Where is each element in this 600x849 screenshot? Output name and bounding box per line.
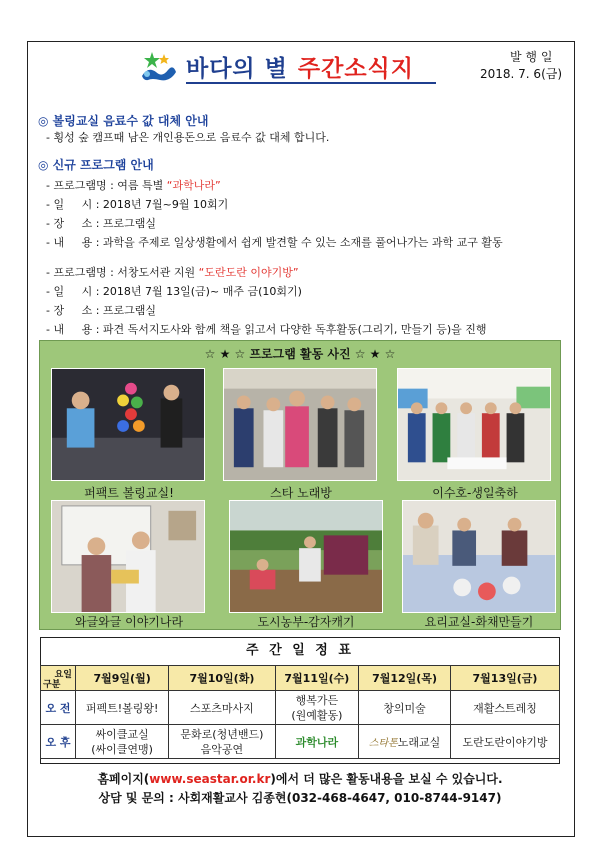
caption-bowling: 퍼팩트 볼링교실! (84, 486, 174, 500)
program2-date-label: - 일 시 : (46, 285, 103, 298)
title-part1: 바다의 별 (186, 56, 288, 82)
photo-cooking (402, 500, 556, 613)
program2-date (46, 283, 302, 299)
day-header-mon: 7월9일(월) (76, 666, 169, 691)
program1-content-value: 과학을 주제로 일상생활에서 쉽게 발견할 수 있는 소재를 풀어나가는 과학 교구 활동 (102, 236, 503, 249)
program1-date (46, 196, 228, 212)
program1-name-label: - 프로그램명 : 여름 특별 (46, 179, 167, 192)
cell-afternoon-fri: 도란도란이야기방 (450, 725, 559, 759)
program2-content (46, 321, 486, 337)
schedule-title: 주 간 일 정 표 (246, 643, 354, 658)
corner-day-label: 요일 (54, 670, 72, 680)
section-new-program-heading: ◎ 신규 프로그램 안내 (38, 158, 154, 172)
footer-line1-post: )에서 더 많은 활동내용을 보실 수 있습니다. (270, 772, 503, 786)
cell-morning-wed: 행복가든 (원예활동) (275, 691, 359, 725)
program2-place-label: - 장 소 : (46, 304, 103, 317)
program1-place (46, 215, 156, 231)
title-underline (186, 82, 436, 84)
day-header-thu: 7월12일(목) (359, 666, 451, 691)
section-bowling-line: - 횡성 숲 캠프때 남은 개인용돈으로 음료수 값 대체 합니다. (46, 131, 330, 144)
program1-place-value: 프로그램실 (102, 217, 157, 230)
row-label-morning: 오 전 (41, 691, 76, 725)
caption-karaoke: 스타 노래방 (270, 486, 332, 500)
newsletter-title (186, 50, 414, 83)
program1-content-label: - 내 용 : (46, 236, 103, 249)
program2-name-label: - 프로그램명 : 서창도서관 지원 (46, 266, 199, 279)
cell-morning-tue: 스포츠마사지 (169, 691, 275, 725)
footer-line1-pre: 홈페이지( (97, 772, 150, 786)
schedule-row-morning (41, 691, 560, 725)
footer-homepage-line (0, 770, 600, 787)
cell-afternoon-wed: 과학나라 (275, 725, 359, 759)
program1-name (46, 177, 221, 193)
program1-date-value: 2018년 7월~9월 10회기 (102, 198, 229, 211)
footer-contact-line: 상담 및 문의 : 사회재활교사 김종현(032-468-4647, 010-8744-9147) (98, 791, 502, 805)
row-label-afternoon: 오 후 (41, 725, 76, 759)
day-header-wed: 7월11일(수) (275, 666, 359, 691)
cell-morning-mon: 퍼펙트!볼링왕! (76, 691, 169, 725)
program2-name (46, 264, 299, 280)
caption-cooking: 요리교실-화채만들기 (424, 615, 534, 629)
program2-place (46, 302, 156, 318)
homepage-link[interactable]: www.seastar.or.kr (149, 772, 271, 786)
cell-morning-fri: 재활스트레칭 (450, 691, 559, 725)
photo-bowling (51, 368, 205, 481)
star-prefix-label: 스타톤 (368, 737, 398, 749)
cell-afternoon-thu (359, 725, 451, 759)
photo-panel-title: ☆ ★ ☆ 프로그램 활동 사진 ☆ ★ ☆ (204, 347, 396, 361)
caption-birthday: 이수호-생일축하 (432, 486, 518, 500)
schedule-row-afternoon (41, 725, 560, 759)
day-header-tue: 7월10일(화) (169, 666, 275, 691)
publish-date-label: 발 행 일 (510, 50, 553, 64)
program2-place-value: 프로그램실 (102, 304, 157, 317)
photo-farming (229, 500, 383, 613)
caption-storytelling: 와글와글 이야기나라 (74, 615, 184, 629)
publish-date: 2018. 7. 6(금) (480, 67, 563, 81)
title-part2: 주간소식지 (297, 56, 414, 82)
cell-morning-thu: 창의미술 (359, 691, 451, 725)
day-header-fri: 7월13일(금) (450, 666, 559, 691)
logo-star-icon (138, 50, 178, 84)
program1-place-label: - 장 소 : (46, 217, 103, 230)
cell-afternoon-mon: 싸이클교실 (싸이클연맹) (76, 725, 169, 759)
caption-farming: 도시농부-감자캐기 (257, 615, 355, 629)
schedule-header-row (41, 666, 560, 691)
program2-content-value: 파견 독서지도사와 함께 책을 읽고서 다양한 독후활동(그리기, 만들기 등)을 진행 (102, 323, 487, 336)
photo-birthday (397, 368, 551, 481)
program1-content (46, 234, 503, 250)
program2-date-value: 2018년 7월 13일(금)~ 매주 금(10회기) (102, 285, 302, 298)
cell-afternoon-tue: 문화로(청년밴드) 음악공연 (169, 725, 275, 759)
corner-category-label: 구분 (43, 680, 61, 690)
section-bowling-heading: ◎ 볼링교실 음료수 값 대체 안내 (38, 114, 209, 128)
photo-karaoke (223, 368, 377, 481)
program2-name-highlight: “도란도란 이야기방” (198, 266, 299, 279)
photo-storytelling (51, 500, 205, 613)
program1-date-label: - 일 시 : (46, 198, 103, 211)
program2-content-label: - 내 용 : (46, 323, 103, 336)
schedule-corner-cell (41, 666, 76, 691)
cell-afternoon-thu-text: 노래교실 (397, 735, 441, 749)
weekly-schedule-table (40, 665, 560, 759)
program1-name-highlight: “과학나라” (166, 179, 221, 192)
